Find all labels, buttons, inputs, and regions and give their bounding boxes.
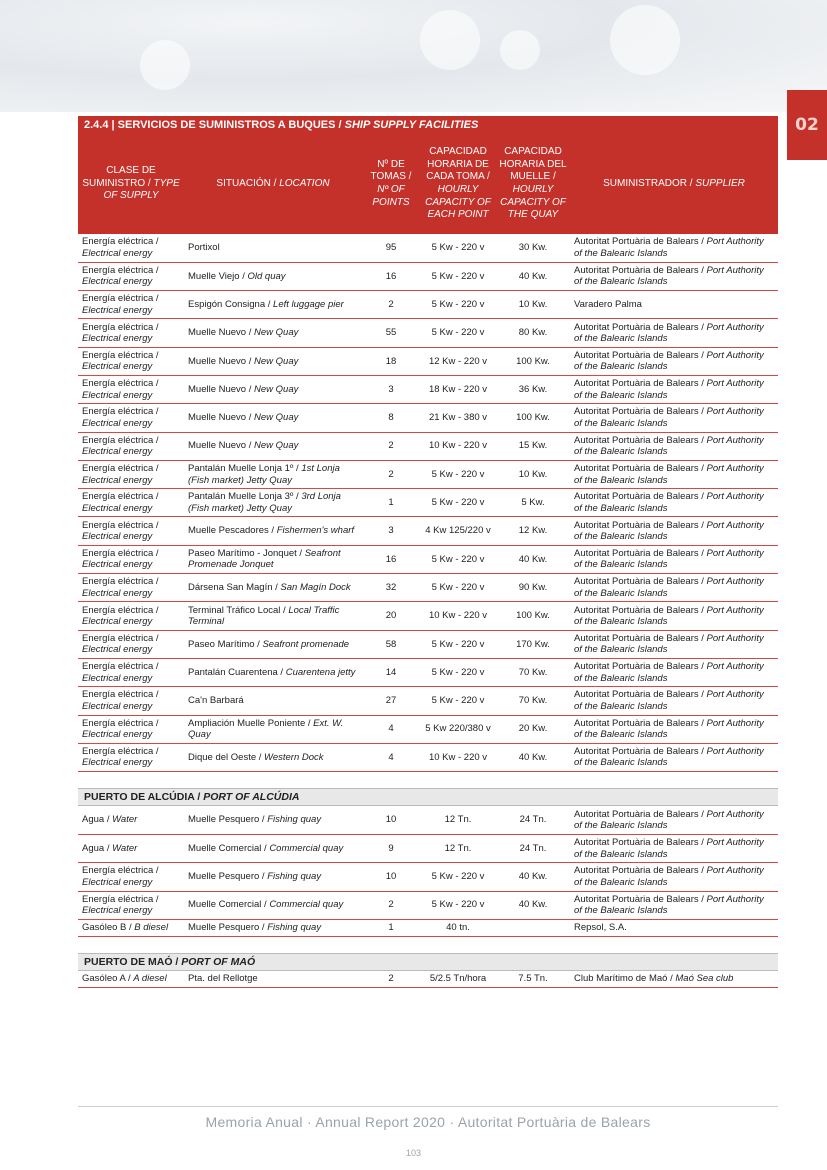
cell-cap-quay: 40 Kw. <box>496 863 570 891</box>
cell-type: Energía eléctrica / Electrical energy <box>78 891 184 919</box>
cell-type: Energía eléctrica / Electrical energy <box>78 743 184 771</box>
section-mao: PUERTO DE MAÓ / PORT OF MAÓ <box>78 953 778 971</box>
cell-loc: Pantalán Cuarentena / Cuarentena jetty <box>184 658 362 686</box>
cell-type: Energía eléctrica / Electrical energy <box>78 602 184 630</box>
chapter-tab: 02 <box>787 90 827 160</box>
cell-cap-point: 5 Kw - 220 v <box>420 863 496 891</box>
cell-loc: Pantalán Muelle Lonja 1º / 1st Lonja (Fish market) Jetty Quay <box>184 460 362 488</box>
cell-loc: Dique del Oeste / Western Dock <box>184 743 362 771</box>
cell-points: 2 <box>362 891 420 919</box>
cell-sup: Autoritat Portuària de Balears / Port Authority of the Balearic Islands <box>570 715 778 743</box>
footer-text: Memoria Anual · Annual Report 2020 · Autoritat Portuària de Balears <box>205 1114 651 1130</box>
cell-cap-point: 10 Kw - 220 v <box>420 602 496 630</box>
cell-type: Energía eléctrica / Electrical energy <box>78 687 184 715</box>
cell-loc: Muelle Nuevo / New Quay <box>184 404 362 432</box>
table-row <box>78 517 778 545</box>
table-row <box>78 715 778 743</box>
cell-type: Gasóleo A / A diesel <box>78 971 184 988</box>
cell-cap-quay: 80 Kw. <box>496 319 570 347</box>
cell-points: 18 <box>362 347 420 375</box>
cell-sup: Autoritat Portuària de Balears / Port Authority of the Balearic Islands <box>570 319 778 347</box>
palma-supply-table <box>78 134 778 772</box>
cell-loc: Muelle Comercial / Commercial quay <box>184 834 362 862</box>
cell-sup: Autoritat Portuària de Balears / Port Authority of the Balearic Islands <box>570 863 778 891</box>
cell-cap-quay: 100 Kw. <box>496 602 570 630</box>
footer-divider <box>78 1106 778 1107</box>
cell-type: Energía eléctrica / Electrical energy <box>78 262 184 290</box>
cell-sup: Autoritat Portuària de Balears / Port Authority of the Balearic Islands <box>570 404 778 432</box>
cell-points: 4 <box>362 715 420 743</box>
cell-points: 3 <box>362 517 420 545</box>
cell-loc: Muelle Pesquero / Fishing quay <box>184 919 362 936</box>
cell-cap-point: 40 tn. <box>420 919 496 936</box>
cell-points: 16 <box>362 545 420 573</box>
cell-type: Energía eléctrica / Electrical energy <box>78 630 184 658</box>
alcudia-supply-table <box>78 806 778 937</box>
cell-cap-point: 21 Kw - 380 v <box>420 404 496 432</box>
cell-cap-quay <box>496 919 570 936</box>
cell-cap-quay: 10 Kw. <box>496 291 570 319</box>
cell-cap-point: 5 Kw - 220 v <box>420 291 496 319</box>
cell-loc: Paseo Marítimo / Seafront promenade <box>184 630 362 658</box>
cell-cap-point: 12 Tn. <box>420 834 496 862</box>
cell-loc: Pantalán Muelle Lonja 3º / 3rd Lonja (Fish market) Jetty Quay <box>184 489 362 517</box>
cell-cap-point: 5 Kw - 220 v <box>420 545 496 573</box>
header-background <box>0 0 827 112</box>
cell-points: 32 <box>362 574 420 602</box>
cell-points: 55 <box>362 319 420 347</box>
cell-points: 2 <box>362 291 420 319</box>
mao-supply-table <box>78 971 778 989</box>
cell-sup: Autoritat Portuària de Balears / Port Authority of the Balearic Islands <box>570 460 778 488</box>
cell-points: 8 <box>362 404 420 432</box>
table-row <box>78 602 778 630</box>
cell-sup: Autoritat Portuària de Balears / Port Authority of the Balearic Islands <box>570 432 778 460</box>
cell-points: 20 <box>362 602 420 630</box>
cell-points: 10 <box>362 863 420 891</box>
cell-cap-quay: 24 Tn. <box>496 834 570 862</box>
cell-sup: Varadero Palma <box>570 291 778 319</box>
cell-type: Energía eléctrica / Electrical energy <box>78 863 184 891</box>
cell-loc: Muelle Pesquero / Fishing quay <box>184 806 362 834</box>
cell-points: 9 <box>362 834 420 862</box>
table-row <box>78 630 778 658</box>
cell-loc: Muelle Viejo / Old quay <box>184 262 362 290</box>
table-row <box>78 863 778 891</box>
cell-loc: Ampliación Muelle Poniente / Ext. W. Quay <box>184 715 362 743</box>
cell-type: Energía eléctrica / Electrical energy <box>78 460 184 488</box>
cell-cap-point: 5 Kw - 220 v <box>420 574 496 602</box>
cell-sup: Club Marítimo de Maó / Maó Sea club <box>570 971 778 988</box>
cell-points: 4 <box>362 743 420 771</box>
cell-cap-point: 18 Kw - 220 v <box>420 375 496 403</box>
table-row <box>78 919 778 936</box>
cell-cap-point: 5 Kw - 220 v <box>420 262 496 290</box>
cell-type: Energía eléctrica / Electrical energy <box>78 404 184 432</box>
cell-cap-point: 5 Kw - 220 v <box>420 460 496 488</box>
cell-type: Energía eléctrica / Electrical energy <box>78 375 184 403</box>
cell-loc: Muelle Nuevo / New Quay <box>184 432 362 460</box>
cell-loc: Muelle Pesquero / Fishing quay <box>184 863 362 891</box>
cell-sup: Autoritat Portuària de Balears / Port Authority of the Balearic Islands <box>570 602 778 630</box>
cell-type: Energía eléctrica / Electrical energy <box>78 234 184 262</box>
cell-cap-quay: 70 Kw. <box>496 658 570 686</box>
cell-points: 1 <box>362 919 420 936</box>
cell-loc: Muelle Nuevo / New Quay <box>184 375 362 403</box>
cell-sup: Autoritat Portuària de Balears / Port Authority of the Balearic Islands <box>570 806 778 834</box>
table-row <box>78 806 778 834</box>
cell-cap-point: 5 Kw - 220 v <box>420 630 496 658</box>
cell-sup: Autoritat Portuària de Balears / Port Authority of the Balearic Islands <box>570 834 778 862</box>
table-row <box>78 347 778 375</box>
cell-cap-quay: 40 Kw. <box>496 891 570 919</box>
cell-points: 2 <box>362 460 420 488</box>
cell-cap-quay: 15 Kw. <box>496 432 570 460</box>
table-row <box>78 234 778 262</box>
cell-sup: Autoritat Portuària de Balears / Port Authority of the Balearic Islands <box>570 891 778 919</box>
cell-points: 3 <box>362 375 420 403</box>
table-row <box>78 658 778 686</box>
cell-sup: Autoritat Portuària de Balears / Port Authority of the Balearic Islands <box>570 517 778 545</box>
cell-sup: Autoritat Portuària de Balears / Port Authority of the Balearic Islands <box>570 347 778 375</box>
cell-sup: Autoritat Portuària de Balears / Port Authority of the Balearic Islands <box>570 489 778 517</box>
cell-loc: Portixol <box>184 234 362 262</box>
cell-sup: Autoritat Portuària de Balears / Port Authority of the Balearic Islands <box>570 574 778 602</box>
table-row <box>78 545 778 573</box>
cell-loc: Muelle Pescadores / Fishermen's wharf <box>184 517 362 545</box>
cell-type: Energía eléctrica / Electrical energy <box>78 489 184 517</box>
header-type: CLASE DE SUMINISTRO / TYPE OF SUPPLY <box>78 134 184 234</box>
header-point-capacity: CAPACIDAD HORARIA DE CADA TOMA / HOURLY CAPACITY OF EACH POINT <box>420 134 496 234</box>
cell-points: 16 <box>362 262 420 290</box>
table-row <box>78 375 778 403</box>
cell-type: Gasóleo B / B diesel <box>78 919 184 936</box>
cell-cap-point: 5 Kw - 220 v <box>420 234 496 262</box>
cell-sup: Autoritat Portuària de Balears / Port Authority of the Balearic Islands <box>570 658 778 686</box>
cell-loc: Ca'n Barbará <box>184 687 362 715</box>
cell-sup: Autoritat Portuària de Balears / Port Authority of the Balearic Islands <box>570 630 778 658</box>
cell-loc: Muelle Nuevo / New Quay <box>184 347 362 375</box>
supply-table-container <box>78 116 778 988</box>
cell-cap-quay: 7.5 Tn. <box>496 971 570 988</box>
cell-cap-point: 5 Kw - 220 v <box>420 891 496 919</box>
table-row <box>78 489 778 517</box>
table-row <box>78 687 778 715</box>
cell-sup: Autoritat Portuària de Balears / Port Authority of the Balearic Islands <box>570 687 778 715</box>
cell-loc: Muelle Nuevo / New Quay <box>184 319 362 347</box>
cell-cap-quay: 170 Kw. <box>496 630 570 658</box>
cell-type: Energía eléctrica / Electrical energy <box>78 715 184 743</box>
table-row <box>78 291 778 319</box>
cell-type: Agua / Water <box>78 834 184 862</box>
cell-points: 2 <box>362 432 420 460</box>
table-row <box>78 262 778 290</box>
cell-sup: Autoritat Portuària de Balears / Port Authority of the Balearic Islands <box>570 234 778 262</box>
cell-cap-point: 12 Tn. <box>420 806 496 834</box>
cell-loc: Paseo Marítimo - Jonquet / Seafront Promenade Jonquet <box>184 545 362 573</box>
cell-cap-quay: 36 Kw. <box>496 375 570 403</box>
table-row <box>78 971 778 988</box>
cell-type: Energía eléctrica / Electrical energy <box>78 517 184 545</box>
cell-points: 2 <box>362 971 420 988</box>
cell-cap-point: 5/2.5 Tn/hora <box>420 971 496 988</box>
cell-points: 27 <box>362 687 420 715</box>
cell-type: Energía eléctrica / Electrical energy <box>78 432 184 460</box>
cell-cap-quay: 30 Kw. <box>496 234 570 262</box>
cell-sup: Autoritat Portuària de Balears / Port Authority of the Balearic Islands <box>570 743 778 771</box>
table-row <box>78 319 778 347</box>
cell-cap-quay: 10 Kw. <box>496 460 570 488</box>
cell-cap-point: 5 Kw 220/380 v <box>420 715 496 743</box>
table-row <box>78 432 778 460</box>
table-row <box>78 574 778 602</box>
table-title: 2.4.4 | SERVICIOS DE SUMINISTROS A BUQUES / SHIP SUPPLY FACILITIES <box>78 116 778 134</box>
header-location: SITUACIÓN / LOCATION <box>184 134 362 234</box>
cell-type: Energía eléctrica / Electrical energy <box>78 347 184 375</box>
cell-loc: Pta. del Rellotge <box>184 971 362 988</box>
cell-cap-quay: 24 Tn. <box>496 806 570 834</box>
cell-cap-quay: 40 Kw. <box>496 743 570 771</box>
mao-rows <box>78 971 778 988</box>
header-quay-capacity: CAPACIDAD HORARIA DEL MUELLE / HOURLY CAPACITY OF THE QUAY <box>496 134 570 234</box>
page-number: 103 <box>405 1148 422 1158</box>
cell-cap-quay: 12 Kw. <box>496 517 570 545</box>
cell-points: 10 <box>362 806 420 834</box>
cell-cap-quay: 100 Kw. <box>496 347 570 375</box>
cell-cap-point: 10 Kw - 220 v <box>420 743 496 771</box>
cell-type: Energía eléctrica / Electrical energy <box>78 291 184 319</box>
cell-points: 14 <box>362 658 420 686</box>
cell-type: Energía eléctrica / Electrical energy <box>78 574 184 602</box>
cell-cap-point: 5 Kw - 220 v <box>420 319 496 347</box>
cell-cap-quay: 40 Kw. <box>496 262 570 290</box>
section-alcudia: PUERTO DE ALCÚDIA / PORT OF ALCÚDIA <box>78 788 778 806</box>
cell-cap-quay: 40 Kw. <box>496 545 570 573</box>
table-header-row <box>78 134 778 234</box>
cell-cap-quay: 100 Kw. <box>496 404 570 432</box>
cell-type: Agua / Water <box>78 806 184 834</box>
palma-rows <box>78 234 778 772</box>
cell-sup: Autoritat Portuària de Balears / Port Authority of the Balearic Islands <box>570 375 778 403</box>
cell-points: 58 <box>362 630 420 658</box>
cell-points: 95 <box>362 234 420 262</box>
cell-sup: Repsol, S.A. <box>570 919 778 936</box>
cell-cap-quay: 5 Kw. <box>496 489 570 517</box>
cell-loc: Espigón Consigna / Left luggage pier <box>184 291 362 319</box>
table-row <box>78 891 778 919</box>
cell-type: Energía eléctrica / Electrical energy <box>78 658 184 686</box>
cell-type: Energía eléctrica / Electrical energy <box>78 319 184 347</box>
cell-loc: Dársena San Magín / San Magín Dock <box>184 574 362 602</box>
table-row <box>78 743 778 771</box>
cell-cap-point: 5 Kw - 220 v <box>420 658 496 686</box>
cell-cap-point: 5 Kw - 220 v <box>420 687 496 715</box>
cell-sup: Autoritat Portuària de Balears / Port Authority of the Balearic Islands <box>570 262 778 290</box>
table-row <box>78 834 778 862</box>
header-points: Nº DE TOMAS / Nº OF POINTS <box>362 134 420 234</box>
table-row <box>78 460 778 488</box>
cell-loc: Terminal Tráfico Local / Local Traffic Terminal <box>184 602 362 630</box>
cell-cap-quay: 70 Kw. <box>496 687 570 715</box>
cell-cap-quay: 20 Kw. <box>496 715 570 743</box>
table-row <box>78 404 778 432</box>
alcudia-rows <box>78 806 778 936</box>
header-supplier: SUMINISTRADOR / SUPPLIER <box>570 134 778 234</box>
cell-loc: Muelle Comercial / Commercial quay <box>184 891 362 919</box>
cell-points: 1 <box>362 489 420 517</box>
cell-cap-quay: 90 Kw. <box>496 574 570 602</box>
cell-cap-point: 10 Kw - 220 v <box>420 432 496 460</box>
cell-cap-point: 4 Kw 125/220 v <box>420 517 496 545</box>
cell-cap-point: 12 Kw - 220 v <box>420 347 496 375</box>
cell-cap-point: 5 Kw - 220 v <box>420 489 496 517</box>
cell-sup: Autoritat Portuària de Balears / Port Authority of the Balearic Islands <box>570 545 778 573</box>
cell-type: Energía eléctrica / Electrical energy <box>78 545 184 573</box>
